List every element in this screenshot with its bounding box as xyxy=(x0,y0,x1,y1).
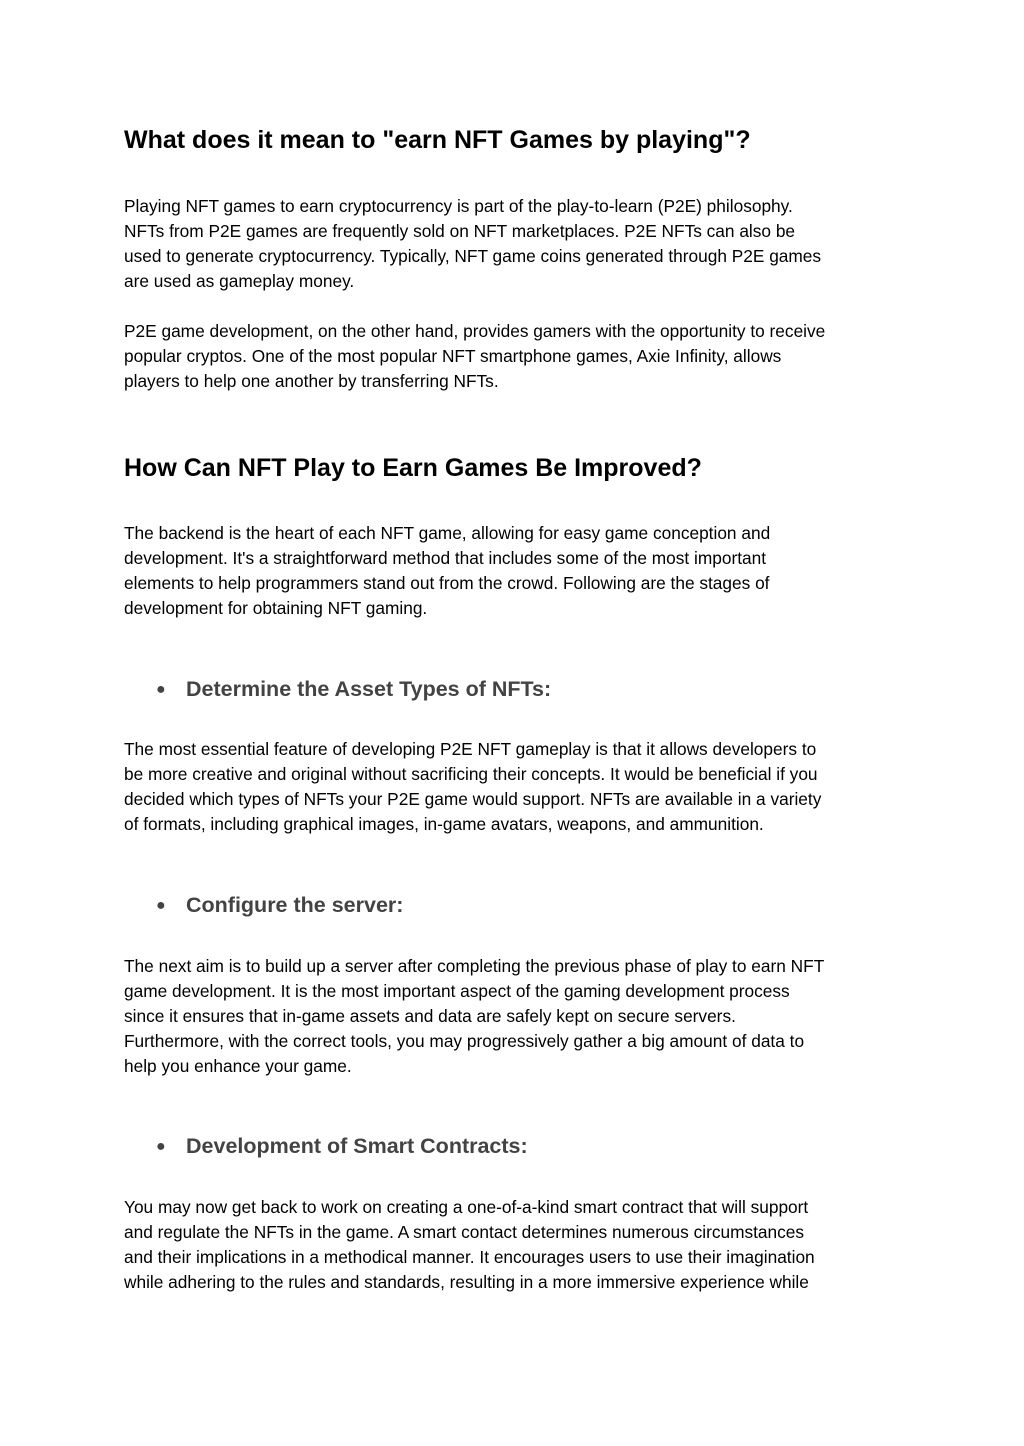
text-line: be more creative and original without sacrificing their concepts. It would be beneficial if you xyxy=(124,764,818,784)
text-line: popular cryptos. One of the most popular NFT smartphone games, Axie Infinity, allows xyxy=(124,346,782,366)
text-line: and regulate the NFTs in the game. A smart contact determines numerous circumstances xyxy=(124,1222,805,1242)
bullet-icon: ● xyxy=(156,1138,166,1155)
paragraph-backend xyxy=(124,521,904,621)
text-line: The next aim is to build up a server after completing the previous phase of play to earn NFT xyxy=(124,956,825,976)
text-line: players to help one another by transferring NFTs. xyxy=(124,371,499,391)
paragraph-p2e-philosophy xyxy=(124,194,904,294)
paragraph-smart-contracts xyxy=(124,1195,904,1295)
step-title: Determine the Asset Types of NFTs: xyxy=(186,677,552,701)
paragraph-p2e-development xyxy=(124,319,904,394)
step-heading-configure-server xyxy=(156,891,403,920)
text-line: The most essential feature of developing P2E NFT gameplay is that it allows developers to xyxy=(124,739,817,759)
paragraph-asset-types xyxy=(124,737,904,837)
step-title: Configure the server: xyxy=(186,893,404,917)
text-line: decided which types of NFTs your P2E game would support. NFTs are available in a variety xyxy=(124,789,822,809)
paragraph-configure-server xyxy=(124,954,904,1079)
step-heading-asset-types xyxy=(156,675,551,704)
text-line: Furthermore, with the correct tools, you may progressively gather a big amount of data to xyxy=(124,1031,805,1051)
text-line: elements to help programmers stand out from the crowd. Following are the stages of xyxy=(124,573,770,593)
text-line: used to generate cryptocurrency. Typically, NFT game coins generated through P2E games xyxy=(124,246,822,266)
step-title: Development of Smart Contracts: xyxy=(186,1134,528,1158)
text-line: development. It's a straightforward method that includes some of the most important xyxy=(124,548,767,568)
text-line: game development. It is the most important aspect of the gaming development process xyxy=(124,981,790,1001)
text-line: while adhering to the rules and standards, resulting in a more immersive experience while xyxy=(124,1272,809,1292)
bullet-icon: ● xyxy=(156,681,166,698)
heading-improve-nft-games: How Can NFT Play to Earn Games Be Improved? xyxy=(124,454,702,482)
text-line: development for obtaining NFT gaming. xyxy=(124,598,428,618)
step-heading-smart-contracts xyxy=(156,1132,528,1161)
text-line: and their implications in a methodical manner. It encourages users to use their imagination xyxy=(124,1247,815,1267)
text-line: The backend is the heart of each NFT game, allowing for easy game conception and xyxy=(124,523,771,543)
text-line: You may now get back to work on creating a one-of-a-kind smart contract that will support xyxy=(124,1197,809,1217)
bullet-icon: ● xyxy=(156,897,166,914)
text-line: Playing NFT games to earn cryptocurrency is part of the play-to-learn (P2E) philosophy. xyxy=(124,196,793,216)
text-line: help you enhance your game. xyxy=(124,1056,352,1076)
text-line: since it ensures that in-game assets and data are safely kept on secure servers. xyxy=(124,1006,736,1026)
text-line: are used as gameplay money. xyxy=(124,271,355,291)
heading-earn-nft-games: What does it mean to "earn NFT Games by playing"? xyxy=(124,126,751,154)
text-line: P2E game development, on the other hand, provides gamers with the opportunity to receive xyxy=(124,321,826,341)
text-line: NFTs from P2E games are frequently sold on NFT marketplaces. P2E NFTs can also be xyxy=(124,221,796,241)
text-line: of formats, including graphical images, in-game avatars, weapons, and ammunition. xyxy=(124,814,764,834)
